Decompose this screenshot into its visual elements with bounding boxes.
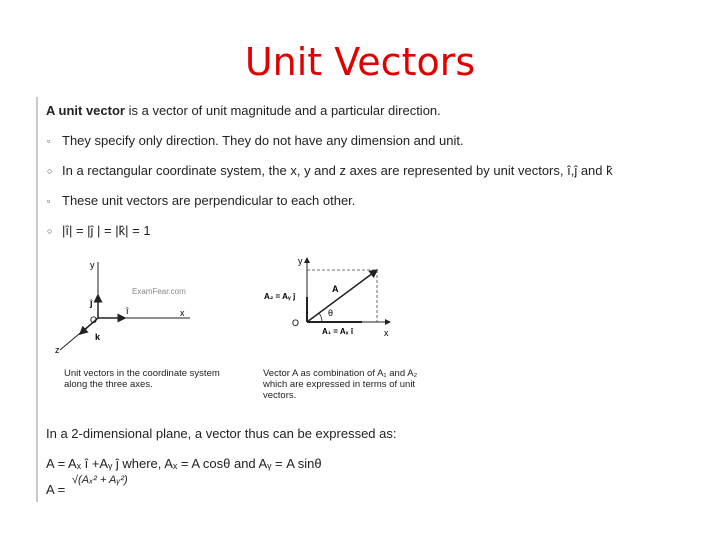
z-label: z	[55, 345, 60, 355]
unit-vector-axes-diagram	[50, 250, 210, 365]
origin-label: O	[90, 315, 98, 325]
slide-title: Unit Vectors	[244, 40, 476, 84]
bullet-1: They specify only direction. They do not have any dimension and unit.	[62, 133, 464, 148]
k-hat-label: k	[95, 332, 101, 342]
bullet-symbol: ○	[47, 226, 53, 236]
left-border-rule	[36, 97, 38, 502]
origin-label: O	[292, 318, 300, 328]
watermark: ExamFear.com	[132, 287, 186, 296]
plane-text: In a 2-dimensional plane, a vector thus can be expressed as:	[46, 426, 397, 441]
intro-rest: is a vector of unit magnitude and a particular direction.	[124, 103, 441, 118]
fig2-caption-line: which are expressed in terms of unit	[263, 379, 416, 390]
fig1-caption	[64, 368, 220, 390]
bullet-symbol: ▫	[47, 196, 51, 206]
fig1-caption-line: along the three axes.	[64, 379, 153, 390]
a2-label: A₂ = Aᵧ ĵ	[264, 292, 296, 301]
magnitude-label: A =	[46, 482, 66, 497]
bullet-symbol: ○	[47, 166, 53, 176]
vector-a-label: A	[332, 284, 339, 294]
j-hat-label: ĵ	[90, 298, 93, 308]
fig2-caption-line: Vector A as combination of A₁ and A₂	[263, 368, 418, 379]
component-equation: A = Aₓ î +Aᵧ ĵ where, Aₓ = A cosθ and Aᵧ = A sinθ	[46, 456, 322, 471]
bullet-3: These unit vectors are perpendicular to each other.	[62, 193, 356, 208]
magnitude-formula: √(Aₓ² + Aᵧ²)	[72, 474, 128, 486]
y-label: y	[298, 256, 303, 266]
x-label: x	[384, 328, 389, 338]
x-label: x	[180, 308, 185, 318]
bullet-4: |î| = |ĵ | = |k̂| = 1	[62, 223, 151, 238]
y-label: y	[90, 260, 95, 270]
i-hat-label: î	[126, 306, 129, 316]
intro-bold: A unit vector	[46, 103, 125, 118]
theta-label: θ	[328, 308, 334, 318]
a1-label: A₁ = Aₓ î	[322, 327, 354, 336]
vector-a-arrow	[307, 270, 377, 322]
bullet-2: In a rectangular coordinate system, the x, y and z axes are represented by unit vectors, î,ĵ and k̂	[62, 163, 613, 178]
bullet-symbol: ▫	[47, 136, 51, 146]
fig2-caption-line: vectors.	[263, 390, 297, 401]
theta-arc	[319, 313, 322, 322]
vector-components-diagram	[262, 252, 402, 342]
intro-text	[46, 103, 441, 118]
fig2-caption	[263, 368, 417, 401]
fig1-caption-line: Unit vectors in the coordinate system	[64, 368, 220, 379]
